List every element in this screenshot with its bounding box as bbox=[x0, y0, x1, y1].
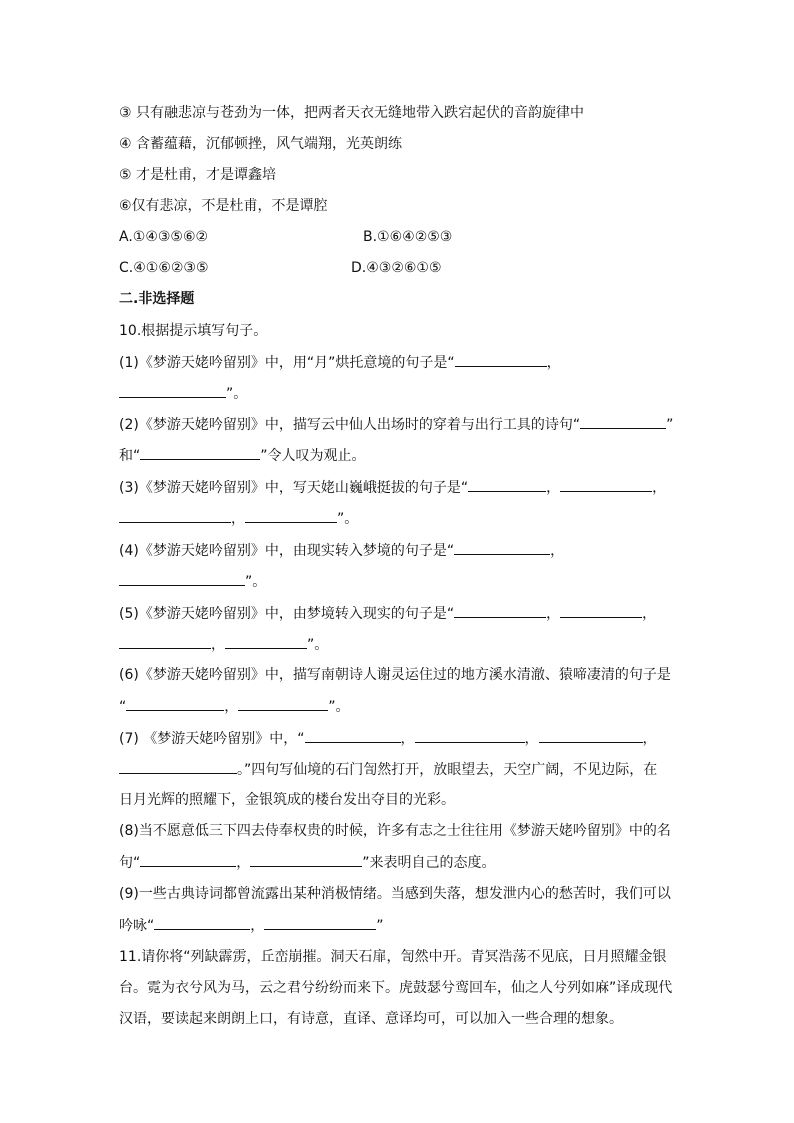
choice-c: C.④①⑥②③⑤ bbox=[119, 260, 209, 276]
answer-blank[interactable] bbox=[140, 852, 236, 867]
answer-blank[interactable] bbox=[580, 414, 666, 429]
answer-blank[interactable] bbox=[454, 603, 546, 618]
answer-blank[interactable] bbox=[119, 383, 226, 398]
answer-blank[interactable] bbox=[245, 508, 337, 523]
answer-blank[interactable] bbox=[415, 728, 525, 743]
q10-item-3-cont bbox=[119, 508, 358, 529]
option-4: ④ 含蓄蕴藉，沉郁顿挫，风气端翔，光英朗练 bbox=[119, 136, 402, 152]
q10-item-4 bbox=[119, 540, 564, 561]
item-text: (3)《梦游天姥吟留别》中，写天姥山巍峨挺拔的句子是“ bbox=[119, 480, 469, 496]
q10-item-5 bbox=[119, 603, 656, 624]
answer-blank[interactable] bbox=[305, 728, 401, 743]
comma: ， bbox=[546, 606, 561, 622]
item-text: ”令人叹为观止。 bbox=[260, 448, 366, 464]
answer-blank[interactable] bbox=[539, 728, 643, 743]
item-text: 吟咏“ bbox=[119, 918, 155, 934]
option-3: ③ 只有融悲凉与苍劲为一体，把两者天衣无缝地带入跌宕起伏的音韵旋律中 bbox=[119, 105, 584, 121]
answer-blank[interactable] bbox=[560, 603, 642, 618]
q10-item-7 bbox=[119, 728, 657, 749]
item-text: ”。 bbox=[226, 386, 248, 402]
q10-item-9: (9)一些古典诗词都曾流露出某种消极情绪。当感到失落，想发泄内心的愁苦时，我们可以 bbox=[119, 886, 671, 902]
answer-blank[interactable] bbox=[126, 696, 224, 711]
item-text: (7) 《梦游天姥吟留别》中，“ bbox=[119, 731, 305, 747]
item-text: ”。 bbox=[328, 699, 350, 715]
item-text: 。”四句写仙境的石门訇然打开，放眼望去，天空广阔，不见边际，在 bbox=[237, 762, 658, 778]
item-text: ” bbox=[666, 417, 674, 433]
choice-d: D.④③②⑥①⑤ bbox=[351, 260, 442, 276]
comma: ， bbox=[550, 543, 565, 559]
q10-item-1-cont bbox=[119, 383, 247, 404]
option-6: ⑥仅有悲凉，不是杜甫，不是谭腔 bbox=[119, 198, 328, 214]
option-5: ⑤ 才是杜甫，才是谭鑫培 bbox=[119, 167, 277, 183]
answer-blank[interactable] bbox=[455, 352, 547, 367]
answer-blank[interactable] bbox=[264, 915, 376, 930]
answer-blank[interactable] bbox=[454, 540, 550, 555]
q10-item-9-cont bbox=[119, 915, 384, 936]
section-title: 二.非选择题 bbox=[119, 291, 195, 307]
q10-item-7-cont2: 日月光辉的照耀下，金银筑成的楼台发出夺目的光彩。 bbox=[119, 792, 455, 808]
q10-item-2 bbox=[119, 414, 673, 435]
q10-item-8: (8)当不愿意低三下四去侍奉权贵的时候，许多有志之士往往用《梦游天姥吟留别》中的名 bbox=[119, 823, 671, 839]
comma: ， bbox=[236, 855, 251, 871]
q10-item-7-cont bbox=[119, 759, 657, 780]
item-text: (1)《梦游天姥吟留别》中，用“月”烘托意境的句子是“ bbox=[119, 355, 455, 371]
comma: ， bbox=[546, 480, 561, 496]
choice-a: A.①④③⑤⑥② bbox=[119, 229, 209, 245]
choice-b: B.①⑥④②⑤③ bbox=[363, 229, 453, 245]
q10-item-5-cont bbox=[119, 634, 328, 655]
q10-title: 10.根据提示填写句子。 bbox=[119, 323, 268, 339]
item-text: ”。 bbox=[307, 637, 329, 653]
comma: ， bbox=[546, 355, 561, 371]
answer-blank[interactable] bbox=[119, 634, 211, 649]
item-text: 句“ bbox=[119, 855, 141, 871]
comma: ， bbox=[652, 480, 667, 496]
item-text: ”来表明自己的态度。 bbox=[362, 855, 496, 871]
q10-item-1 bbox=[119, 352, 561, 373]
comma: ， bbox=[231, 511, 245, 527]
comma: ， bbox=[642, 606, 657, 622]
item-text: “ bbox=[119, 699, 127, 715]
comma: ， bbox=[211, 637, 225, 653]
q10-item-4-cont bbox=[119, 571, 266, 592]
item-text: ” bbox=[376, 918, 384, 934]
answer-blank[interactable] bbox=[140, 445, 260, 460]
item-text: ”。 bbox=[337, 511, 359, 527]
item-text: ”。 bbox=[245, 574, 267, 590]
answer-blank[interactable] bbox=[119, 759, 237, 774]
answer-blank[interactable] bbox=[238, 696, 328, 711]
q10-item-2-cont bbox=[119, 445, 366, 466]
comma: ， bbox=[642, 731, 657, 747]
answer-blank[interactable] bbox=[560, 477, 652, 492]
item-text: (5)《梦游天姥吟留别》中，由梦境转入现实的句子是“ bbox=[119, 606, 455, 622]
q10-item-6-cont bbox=[119, 696, 350, 717]
answer-blank[interactable] bbox=[154, 915, 250, 930]
answer-blank[interactable] bbox=[119, 508, 231, 523]
q11-line-2: 台。霓为衣兮风为马，云之君兮纷纷而来下。虎鼓瑟兮鸾回车，仙之人兮列如麻”译成现代 bbox=[119, 980, 673, 996]
answer-blank[interactable] bbox=[119, 571, 245, 586]
answer-blank[interactable] bbox=[250, 852, 362, 867]
item-text: 和“ bbox=[119, 448, 141, 464]
q11-line-1: 11.请你将“列缺霹雳，丘峦崩摧。洞天石扉，訇然中开。青冥浩荡不见底，日月照耀金银 bbox=[119, 949, 667, 965]
comma: ， bbox=[524, 731, 539, 747]
answer-blank[interactable] bbox=[468, 477, 546, 492]
comma: ， bbox=[250, 918, 265, 934]
q11-line-3: 汉语，要读起来朗朗上口，有诗意，直译、意译均可，可以加入一些合理的想象。 bbox=[119, 1011, 623, 1027]
comma: ， bbox=[400, 731, 415, 747]
answer-blank[interactable] bbox=[225, 634, 307, 649]
comma: ， bbox=[224, 699, 239, 715]
item-text: (2)《梦游天姥吟留别》中，描写云中仙人出场时的穿着与出行工具的诗句“ bbox=[119, 417, 581, 433]
item-text: (4)《梦游天姥吟留别》中，由现实转入梦境的句子是“ bbox=[119, 543, 455, 559]
q10-item-6: (6)《梦游天姥吟留别》中，描写南朝诗人谢灵运住过的地方溪水清澈、猿啼凄清的句子是 bbox=[119, 667, 671, 683]
q10-item-8-cont bbox=[119, 852, 496, 873]
q10-item-3 bbox=[119, 477, 666, 498]
